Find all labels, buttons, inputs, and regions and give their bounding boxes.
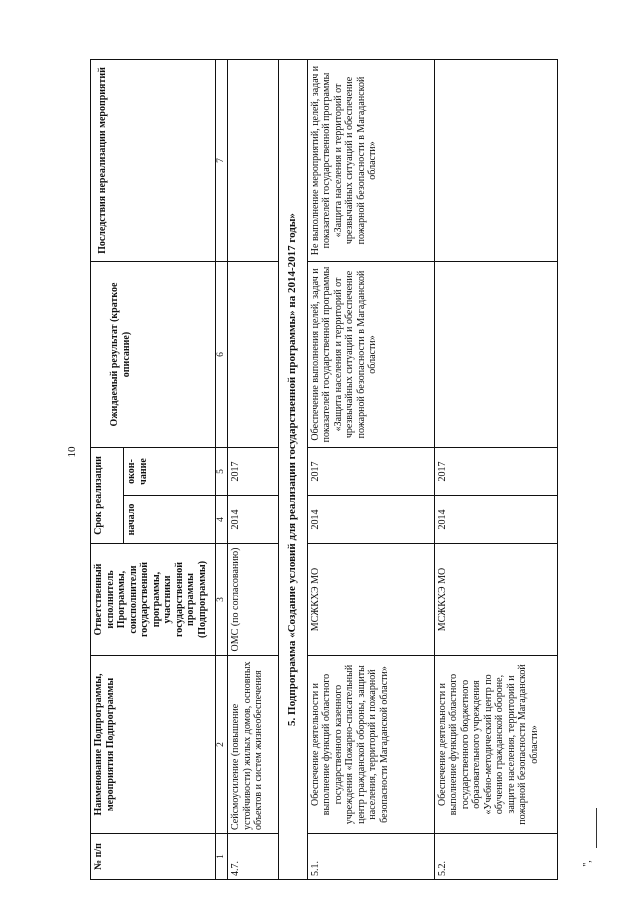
table-row [228, 60, 279, 880]
column-number: 6 [216, 262, 228, 448]
row-executor: МСЖКХЭ МО [434, 544, 557, 656]
program-table [90, 59, 558, 880]
row-number: 5.2. [434, 834, 557, 880]
section-row [279, 60, 308, 880]
header-result: Ожидаемый результат (краткое описание) [91, 262, 216, 448]
footer-mark: ", [581, 860, 593, 867]
row-start: 2014 [307, 496, 434, 544]
page-number: 10 [66, 446, 78, 458]
header-consequence: Последствия нереализации мероприятий [91, 60, 216, 262]
row-result [434, 262, 557, 448]
row-executor: МСЖКХЭ МО [307, 544, 434, 656]
row-executor: ОМС (по согласованию) [228, 544, 279, 656]
column-numbers-row [216, 60, 228, 880]
signature-line [596, 808, 598, 848]
column-number: 7 [216, 60, 228, 262]
header-term: Срок реализации [91, 448, 124, 544]
row-end: 2017 [434, 448, 557, 496]
header-start: начало [124, 496, 216, 544]
row-result: Обеспечение выполнения целей, задач и показателей государственной программы «Защита населения и территорий от чрезвычайных ситуаций и обеспечение пожарной безопасности в Магаданской области» [307, 262, 434, 448]
rotated-table-container [90, 60, 610, 880]
row-number: 4.7. [228, 834, 279, 880]
column-number: 5 [216, 448, 228, 496]
row-name: Сейсмоусиление (повышение устойчивости) жилых домов, основных объектов и систем жизнеобеспечения [228, 656, 279, 834]
table-row [307, 60, 434, 880]
column-number: 4 [216, 496, 228, 544]
header-row [91, 60, 124, 880]
row-name: Обеспечение деятельности и выполнение функций областного государственного казенного учреждения «Пожарно-спасательный центр гражданской обороны, защиты населения, территорий и пожарной безопасности Магаданской области» [307, 656, 434, 834]
row-consequence: Не выполнение мероприятий, целей, задач и показателей государственной программы «Защита населения и территорий от чрезвычайных ситуаций и обеспечение пожарной безопасности в Магаданской области» [307, 60, 434, 262]
header-name: Наименование Подпрограммы, мероприятия Подпрограммы [91, 656, 216, 834]
column-number: 1 [216, 834, 228, 880]
row-consequence [434, 60, 557, 262]
column-number: 2 [216, 656, 228, 834]
row-start: 2014 [434, 496, 557, 544]
row-start: 2014 [228, 496, 279, 544]
header-number: № п/п [91, 834, 216, 880]
table-row [434, 60, 557, 880]
row-name: Обеспечение деятельности и выполнение функций областного государственного бюджетного образовательного учреждения «Учебно-методический центр по обучению гражданской обороне, защите населения, территорий и пожарной безопасности Магаданской области» [434, 656, 557, 834]
row-end: 2017 [307, 448, 434, 496]
row-end: 2017 [228, 448, 279, 496]
row-result [228, 262, 279, 448]
section-title: 5. Подпрограмма «Создание условий для реализации государственной программы» на 2014-2017 годы» [279, 60, 308, 880]
row-number: 5.1. [307, 834, 434, 880]
row-consequence [228, 60, 279, 262]
header-executor: Ответственный исполнитель Программы, соисполнители государственной программы, участники государственной программы (Подпрограммы) [91, 544, 216, 656]
header-end: окон-чание [124, 448, 216, 496]
column-number: 3 [216, 544, 228, 656]
